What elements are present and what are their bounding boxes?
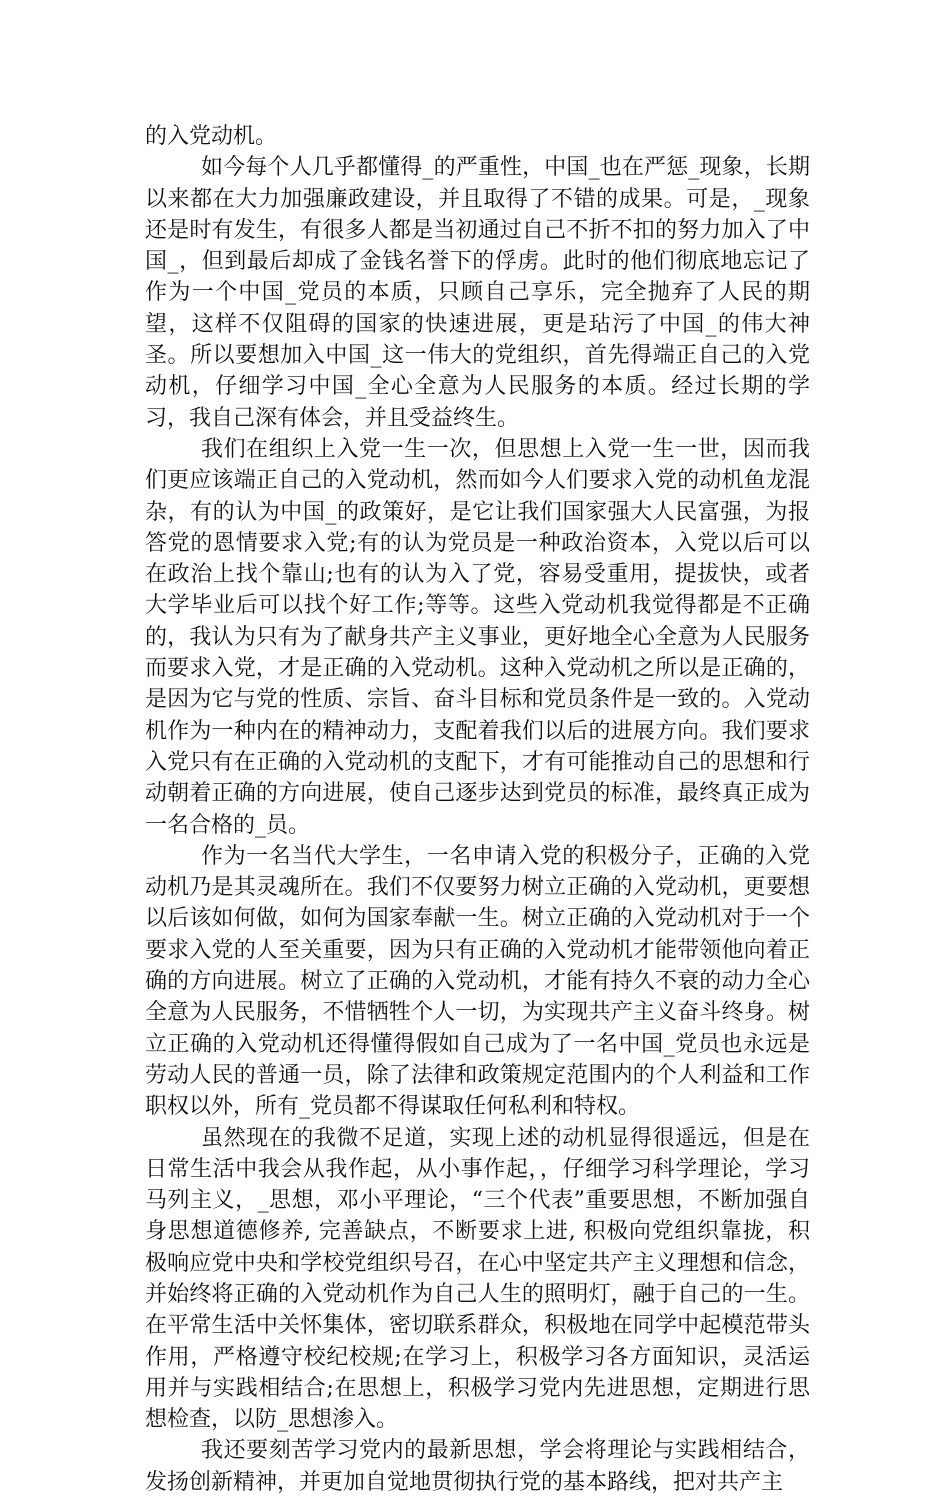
document-body [145,121,810,1498]
paragraph-6: 我还要刻苦学习党内的最新思想，学会将理论与实践相结合，发扬创新精神，并更加自觉地贯彻执行党的基本路线，把对共产主 [145,1438,810,1495]
paragraph-5: 虽然现在的我微不足道，实现上述的动机显得很遥远，但是在日常生活中我会从我作起，从小事作起，，仔细学习科学理论，学习马列主义，_思想，邓小平理论，“三个代表”重要思想，不断加强自身思想道德修养, 完善缺点，不断要求上进, 积极向党组织靠拢，积极响应党中央和学校党组织号召，在心中坚定共产主义理想和信念，并始终将正确的入党动机作为自己人生的照明灯，融于自己的一生。在平常生活中关怀集体，密切联系群众，积极地在同学中起模范带头作用，严格遵守校纪校规;在学习上，积极学习各方面知识，灵活运用并与实践相结合;在思想上，积极学习党内先进思想，定期进行思想检查，以防_思想渗入。 [145,1125,810,1433]
paragraph-2: 如今每个人几乎都懂得_的严重性，中国_也在严惩_现象，长期以来都在大力加强廉政建设，并且取得了不错的成果。可是，_现象还是时有发生，有很多人都是当初通过自己不折不扣的努力加入了中国_，但到最后却成了金钱名誉下的俘虏。此时的他们彻底地忘记了作为一个中国_党员的本质，只顾自己享乐，完全抛弃了人民的期望，这样不仅阻碍的国家的快速进展，更是玷污了中国_的伟大神圣。所以要想加入中国_这一伟大的党组织，首先得端正自己的入党动机，仔细学习中国_全心全意为人民服务的本质。经过长期的学习，我自己深有体会，并且受益终生。 [145,155,810,431]
paragraph-1: 的入党动机。 [145,124,278,149]
paragraph-3: 我们在组织上入党一生一次，但思想上入党一生一世，因而我们更应该端正自己的入党动机，然而如今人们要求入党的动机鱼龙混杂，有的认为中国_的政策好，是它让我们国家强大人民富强，为报答党的恩情要求入党;有的认为党员是一种政治资本，入党以后可以在政治上找个靠山;也有的认为入了党，容易受重用，提拔快，或者大学毕业后可以找个好工作;等等。这些入党动机我觉得都是不正确的，我认为只有为了献身共产主义事业，更好地全心全意为人民服务而要求入党，才是正确的入党动机。这种入党动机之所以是正确的，是因为它与党的性质、宗旨、奋斗目标和党员条件是一致的。入党动机作为一种内在的精神动力，支配着我们以后的进展方向。我们要求入党只有在正确的入党动机的支配下，才有可能推动自己的思想和行动朝着正确的方向进展，使自己逐步达到党员的标准，最终真正成为一名合格的_员。 [145,436,810,838]
paragraph-4: 作为一名当代大学生，一名申请入党的积极分子，正确的入党动机乃是其灵魂所在。我们不仅要努力树立正确的入党动机，更要想以后该如何做，如何为国家奉献一生。树立正确的入党动机对于一个要求入党的人至关重要，因为只有正确的入党动机才能带领他向着正确的方向进展。树立了正确的入党动机，才能有持久不衰的动力全心全意为人民服务，不惜牺牲个人一切，为实现共产主义奋斗终身。树立正确的入党动机还得懂得假如自己成为了一名中国_党员也永远是劳动人民的普通一员，除了法律和政策规定范围内的个人利益和工作职权以外，所有_党员都不得谋取任何私利和特权。 [145,843,810,1120]
